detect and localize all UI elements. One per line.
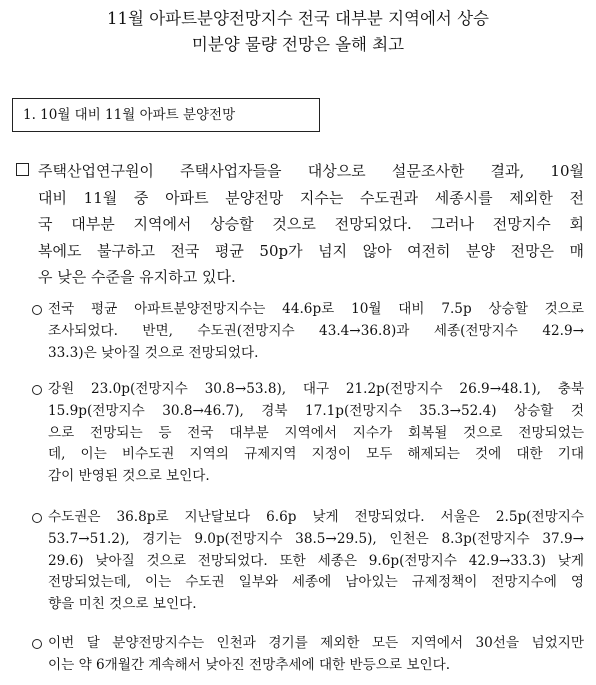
bullet-line: 15.9p(전망지수 30.8→46.7), 경북 17.1p(전망지수 35.3→52.4) 상승할 것 [48,402,584,419]
bullet-line: 전망되었는데, 이는 수도권 일부와 세종에 남아있는 규제정책이 전망지수에 영 [48,574,584,591]
section-heading: 1. 10월 대비 11월 아파트 분양전망 [23,107,236,123]
bullet-item-4 [32,633,584,677]
bullet-line: 데, 이는 비수도권 지역의 규제지역 지정이 모두 해제되는 것에 대한 기대 [48,446,584,463]
circle-bullet-icon [32,305,42,315]
bullet-line: 전국 평균 아파트분양전망지수는 44.6p로 10월 대비 7.5p 상승할 것으로 [48,301,584,317]
main-paragraph-line: 주택산업연구원이 주택사업자들을 대상으로 설문조사한 결과, 10월 [38,162,584,180]
bullet-line: 으로 전망되는 등 전국 대부분 지역에서 지수가 회복될 것으로 전망되었는 [48,424,584,441]
bullet-line: 강원 23.0p(전망지수 30.8→53.8), 대구 21.2p(전망지수 26.9→48.1), 충북 [48,381,584,397]
document-title [0,6,596,58]
bullet-line: 향을 미친 것으로 보인다. [48,596,197,613]
main-paragraph [16,158,584,291]
main-paragraph-line: 국 대부분 지역에서 상승할 것으로 전망되었다. 그러나 전망지수 회 [38,215,584,234]
bullet-line: 감이 반영된 것으로 보인다. [48,468,210,485]
section-heading-box [12,98,320,132]
title-line-2: 미분양 물량 전망은 올해 최고 [191,35,405,54]
bullet-line: 조사되었다. 반면, 수도권(전망지수 43.4→36.8)과 세종(전망지수 42.9→ [48,322,584,339]
bullet-item-1 [32,299,584,364]
bullet-line: 수도권은 36.8p로 지난달보다 6.6p 낮게 전망되었다. 서울은 2.5p(전망지수 [48,509,584,525]
title-line-1: 11월 아파트분양전망지수 전국 대부분 지역에서 상승 [107,9,489,28]
square-bullet-icon [16,163,29,176]
circle-bullet-icon [32,639,42,649]
main-paragraph-line: 대비 11월 중 아파트 분양전망 지수는 수도권과 세종시를 제외한 전 [38,188,584,207]
bullet-item-3 [32,507,584,616]
bullet-item-2 [32,379,584,488]
bullet-line: 53.7→51.2), 경기는 9.0p(전망지수 38.5→29.5), 인천은 8.3p(전망지수 37.9→ [48,530,584,547]
main-paragraph-line: 복에도 불구하고 전국 평균 50p가 넘지 않아 여전히 분양 전망은 매 [38,241,584,260]
bullet-line: 33.3)은 낮아질 것으로 전망되었다. [48,344,259,361]
circle-bullet-icon [32,385,42,395]
main-paragraph-line: 우 낮은 수준을 유지하고 있다. [38,268,236,287]
bullet-line: 이는 약 6개월간 계속해서 낮아진 전망추세에 대한 반등으로 보인다. [48,656,451,673]
bullet-line: 29.6) 낮아질 것으로 전망되었다. 또한 세종은 9.6p(전망지수 42.9→33.3) 낮게 [48,552,584,569]
bullet-line: 이번 달 분양전망지수는 인천과 경기를 제외한 모든 지역에서 30선을 넘었지만 [48,635,584,651]
circle-bullet-icon [32,513,42,523]
